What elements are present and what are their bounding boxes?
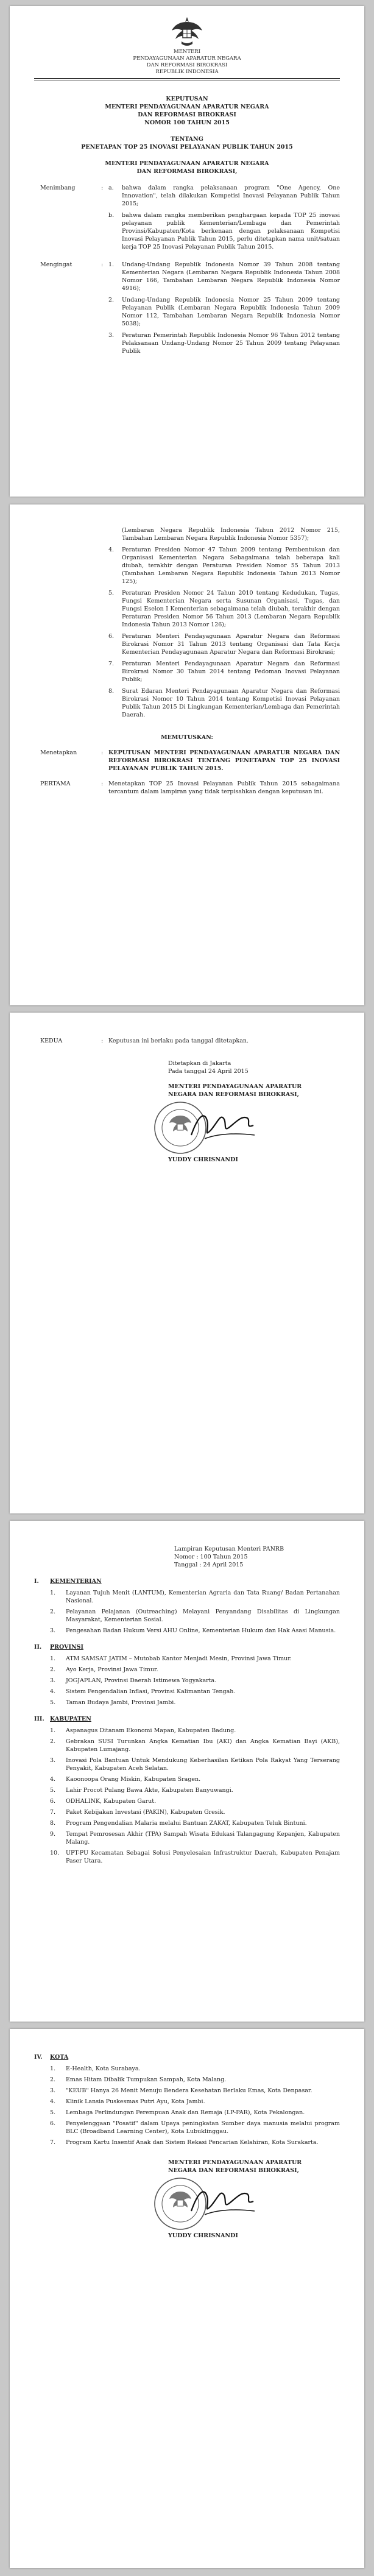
signature-title-1: MENTERI PENDAYAGUNAAN APARATUR [168, 1083, 302, 1090]
list-item: 8. Program Pengendalian Malaria melalui Bantuan ZAKAT, Kabupaten Teluk Bintuni. [50, 1820, 307, 1827]
header-line-3: DAN REFORMASI BIROKRASI [146, 62, 228, 68]
decree-subject: PENETAPAN TOP 25 INOVASI PELAYANAN PUBLIK TAHUN 2015 [81, 144, 293, 150]
handwritten-signature-icon [186, 1108, 259, 1145]
page-2 [10, 504, 364, 1005]
decree-minister-2: DAN REFORMASI BIROKRASI, [136, 168, 238, 175]
letterhead [10, 15, 364, 76]
kedua-text: Keputusan ini berlaku pada tanggal ditetapkan. [108, 1038, 249, 1044]
list-item: 3. JOGJAPLAN, Provinsi Daerah Istimewa Yogyakarta. [50, 1677, 217, 1684]
menimbang-section: Menimbang : a. bahwa dalam rangka pelaksanaan program "One Agency, One Innovation", telah dilakukan Kompetisi Inovasi Pelayanan Publik Tahun 2015; b. bahwa dalam rangka memberikan penghargaan kepada TOP 25 inovasi pelayanan publik Kementerian/Lembaga dan Pemerintah Provinsi/Kabupaten/Kota berkenaan dengan pelaksanaan Kompetisi Inovasi Pelayanan Publik Tahun 2015, perlu ditetapkan nama unit/satuan kerja TOP 25 Inovasi Pelayanan Publik Tahun 2015. [40, 184, 340, 255]
menimbang-label: Menimbang [40, 185, 76, 191]
lampiran-line-3: Tanggal : 24 April 2015 [174, 1562, 244, 1568]
signature-title-2: NEGARA DAN REFORMASI BIROKRASI, [168, 1091, 299, 1098]
signature-date: Pada tanggal 24 April 2015 [168, 1068, 249, 1075]
header-line-4: REPUBLIK INDONESIA [155, 69, 219, 75]
decree-title-1: MENTERI PENDAYAGUNAAN APARATUR NEGARA [105, 104, 269, 110]
signature-name: YUDDY CHRISNANDI [168, 1156, 238, 1163]
mengingat-continuation: (Lembaran Negara Republik Indonesia Tahun 2012 Nomor 215, Tambahan Lembaran Negara Republik Indonesia Nomor 5357); [122, 527, 340, 542]
mengingat-label: Mengingat [40, 261, 72, 268]
decree-type: KEPUTUSAN [166, 96, 208, 102]
list-item: 1. E-Health, Kota Surabaya. [50, 2065, 141, 2072]
header-line-1: MENTERI [174, 49, 200, 55]
lampiran-block [174, 1545, 364, 1569]
signature-place: Ditetapkan di Jakarta [168, 1060, 231, 1067]
kedua-label: KEDUA [40, 1038, 63, 1044]
mengingat-section: Mengingat : 1. Undang-Undang Republik Indonesia Nomor 39 Tahun 2008 tentang Kementerian Negara (Lembaran Negara Republik Indonesia Tahun 2008 Nomor 166, Tambahan Lembaran Negara Republik Indonesia Nomor 4916); 2. Undang-Undang Republik Indonesia Nomor 25 Tahun 2009 tentang Pelayanan Publik (Lembaran Negara Republik Indonesia Tahun 2009 Nomor 112, Tambahan Lembaran Negara Republik Indonesia Nomor 5038); 3. Peraturan Pemerintah Republik Indonesia Nomor 96 Tahun 2012 tentang Pelaksanaan Undang-Undang Nomor 25 Tahun 2009 tentang Pelayanan Publik [40, 261, 340, 359]
list-item: 4. Klinik Lansia Puskesmas Putri Ayu, Kota Jambi. [50, 2098, 205, 2105]
appendix-signature-title-1: MENTERI PENDAYAGUNAAN APARATUR [168, 2159, 302, 2166]
list-item: 10. UPT-PU Kecamatan Sebagai Solusi Penyelesaian Infrastruktur Daerah, Kabupaten Penajam Paser Utara. [50, 1850, 340, 1864]
page-4 [10, 1521, 364, 2022]
section-heading-provinsi: II. PROVINSI [34, 1644, 83, 1651]
mengingat-item: 7. Peraturan Menteri Pendayagunaan Aparatur Negara dan Reformasi Birokrasi Nomor 30 Tahun 2014 tentang Pedoman Inovasi Pelayanan Publik; [108, 660, 340, 683]
list-item: 6. Penyelenggaan "Posatif" dalam Upaya peningkatan Sumber daya manusia melalui program BLC (Broadband Learning Center), Kota Lubuklinggau. [50, 2120, 340, 2135]
list-item: 1. ATM SAMSAT JATIM – Mutobab Kantor Menjadi Mesin, Provinsi Jawa Timur. [50, 1655, 292, 1662]
page-1 [10, 6, 364, 497]
garuda-emblem-icon [171, 15, 203, 49]
decree-tentang: TENTANG [171, 136, 203, 143]
list-item: 4. Sistem Pengendalian Inflasi, Provinsi Kalimantan Tengah. [50, 1688, 236, 1695]
pertama-text: Menetapkan TOP 25 Inovasi Pelayanan Publik Tahun 2015 sebagaimana tercantum dalam lampiran yang tidak terpisahkan dengan keputusan ini. [108, 780, 340, 795]
appendix-signature-title-2: NEGARA DAN REFORMASI BIROKRASI, [168, 2167, 299, 2174]
menetapkan-section: Menetapkan : KEPUTUSAN MENTERI PENDAYAGUNAAN APARATUR NEGARA DAN REFORMASI BIROKRASI TENTANG PENETAPAN TOP 25 INOVASI PELAYANAN PUBLIK TAHUN 2015. [40, 749, 340, 772]
appendix-signature-name: YUDDY CHRISNANDI [168, 2232, 238, 2239]
list-item: 2. Pelayanan Pelajanan (Outreaching) Melayani Penyandang Disabilitas di Lingkungan Masyarakat, Kementerian Sosial. [50, 1608, 340, 1623]
appendix-signature-block [168, 2159, 364, 2240]
mengingat-continued [40, 526, 340, 723]
pertama-label: PERTAMA [40, 780, 71, 787]
memutuskan-heading: MEMUTUSKAN: [161, 734, 213, 741]
list-item: 1. Aspanagus Ditanam Ekonomi Mapan, Kabupaten Badung. [50, 1727, 236, 1734]
menimbang-item: a. bahwa dalam rangka pelaksanaan program "One Agency, One Innovation", telah dilakukan Kompetisi Inovasi Pelayanan Publik Tahun 2015; [108, 185, 340, 207]
list-item: 5. Taman Budaya Jambi, Provinsi Jambi. [50, 1699, 176, 1706]
header-divider [34, 78, 340, 80]
list-item: 2. Gebrakan SUSI Turunkan Angka Kematian Ibu (AKI) dan Angka Kematian Bayi (AKB), Kabupaten Lumajang. [50, 1738, 340, 1753]
list-item: 1. Layanan Tujuh Menit (LANTUM), Kementerian Agraria dan Tata Ruang/ Badan Pertanahan Nasional. [50, 1590, 340, 1604]
decree-minister-1: MENTERI PENDAYAGUNAAN APARATUR NEGARA [105, 160, 269, 167]
mengingat-item: 3. Peraturan Pemerintah Republik Indonesia Nomor 96 Tahun 2012 tentang Pelaksanaan Undang-Undang Nomor 25 Tahun 2009 tentang Pelayanan Publik [108, 332, 340, 355]
list-item: 3. Pengesahan Badan Hukum Versi AHU Online, Kementerian Hukum dan Hak Asasi Manusia. [50, 1627, 336, 1634]
list-item: 4. Kaoonoopa Orang Miskin, Kabupaten Sragen. [50, 1776, 201, 1783]
signature-block [168, 1060, 364, 1164]
kedua-section: KEDUA : Keputusan ini berlaku pada tanggal ditetapkan. [40, 1037, 340, 1045]
pertama-section: PERTAMA : Menetapkan TOP 25 Inovasi Pelayanan Publik Tahun 2015 sebagaimana tercantum dalam lampiran yang tidak terpisahkan dengan keputusan ini. [40, 780, 340, 795]
mengingat-item: 1. Undang-Undang Republik Indonesia Nomor 39 Tahun 2008 tentang Kementerian Negara (Lembaran Negara Republik Indonesia Tahun 2008 Nomor 166, Tambahan Lembaran Negara Republik Indonesia Nomor 4916); [108, 261, 340, 292]
decree-title-2: DAN REFORMASI BIROKRASI [138, 111, 236, 118]
page-5 [10, 2029, 364, 2568]
mengingat-item: 5. Peraturan Presiden Nomor 24 Tahun 2010 tentang Kedudukan, Tugas, Fungsi Kementerian Negara serta Susunan Organisasi, Tugas, dan Fungsi Eselon I Kementerian sebagaimana telah diubah, terakhir dengan Peraturan Presiden Nomor 56 Tahun 2013 (Lembaran Negara Republik Indonesia Tahun 2013 Nomor 126); [108, 590, 340, 628]
mengingat-item: 6. Peraturan Menteri Pendayagunaan Aparatur Negara dan Reformasi Birokrasi Nomor 31 Tahun 2013 tentang Organisasi dan Tata Kerja Kementerian Pendayagunaan Aparatur Negara dan Reformasi Birokrasi; [108, 633, 340, 656]
section-heading-kementerian: I. KEMENTERIAN [34, 1578, 102, 1585]
list-item: 5. Lembaga Perlindungan Perempuan Anak dan Remaja (LP-PAR), Kota Pekalongan. [50, 2109, 305, 2116]
mengingat-item: 8. Surat Edaran Menteri Pendayagunaan Aparatur Negara dan Reformasi Birokrasi Nomor 10 Tahun 2014 tentang Kompetisi Inovasi Pelayanan Publik Tahun 2015 Di Lingkungan Kementerian/Lembaga dan Pemerintah Daerah. [108, 688, 340, 718]
list-item: 2. Ayo Kerja, Provinsi Jawa Timur. [50, 1666, 158, 1673]
list-item: 7. Program Kartu Insentif Anak dan Sistem Rekasi Pencarian Kelahiran, Kota Surakarta. [50, 2139, 319, 2146]
header-line-2: PENDAYAGUNAAN APARATUR NEGARA [133, 55, 241, 62]
handwritten-signature-icon [186, 2184, 259, 2221]
list-item: 9. Tempat Pemrosesan Akhir (TPA) Sampah Wisata Edukasi Talangagung Kepanjen, Kabupaten Malang. [50, 1831, 340, 1845]
list-item: 2. Emas Hitam Dibalik Tumpukan Sampah, Kota Malang. [50, 2076, 227, 2083]
list-item: 7. Paket Kebijakan Investasi (PAKIN), Kabupaten Gresik. [50, 1809, 225, 1816]
appendix-list-continued [34, 2053, 340, 2146]
menetapkan-label: Menetapkan [40, 749, 77, 756]
page-3 [10, 1013, 364, 1513]
appendix-list [34, 1577, 340, 1865]
decree-number: NOMOR 100 TAHUN 2015 [144, 119, 230, 126]
section-heading-kota: IV. KOTA [34, 2054, 69, 2061]
lampiran-line-1: Lampiran Keputusan Menteri PANRB [174, 1546, 284, 1552]
list-item: 3. Inovasi Pola Bantuan Untuk Mendukung Keberhasilan Ketikan Pola Rakyat Yang Terserang Penyakit, Kabupaten Aceh Selatan. [50, 1757, 340, 1772]
menetapkan-text: KEPUTUSAN MENTERI PENDAYAGUNAAN APARATUR NEGARA DAN REFORMASI BIROKRASI TENTANG PENETAPAN TOP 25 INOVASI PELAYANAN PUBLIK TAHUN 2015. [108, 749, 340, 772]
list-item: 5. Lahir Procot Pulang Bawa Akte, Kabupaten Banyuwangi. [50, 1787, 233, 1794]
lampiran-line-2: Nomor : 100 Tahun 2015 [174, 1554, 248, 1560]
mengingat-item: 4. Peraturan Presiden Nomor 47 Tahun 2009 tentang Pembentukan dan Organisasi Kementerian Negara Sebagaimana telah beberapa kali diubah, terakhir dengan Peraturan Presiden Nomor 55 Tahun 2013 (Tambahan Lembaran Negara Republik Indonesia Tahun 2013 Nomor 125); [108, 547, 340, 585]
mengingat-item: 2. Undang-Undang Republik Indonesia Nomor 25 Tahun 2009 tentang Pelayanan Publik (Lembaran Negara Republik Indonesia Tahun 2009 Nomor 112, Tambahan Lembaran Negara Republik Indonesia Nomor 5038); [108, 297, 340, 327]
list-item: 3. "KEUB" Hanya 26 Menit Menuju Bendera Kesehatan Berlaku Emas, Kota Denpasar. [50, 2087, 312, 2094]
section-heading-kabupaten: III. KABUPATEN [34, 1716, 91, 1722]
list-item: 6. ODHALINK, Kabupaten Garut. [50, 1798, 157, 1805]
decree-title-block [10, 95, 364, 175]
menimbang-item: b. bahwa dalam rangka memberikan penghargaan kepada TOP 25 inovasi pelayanan publik Kementerian/Lembaga dan Pemerintah Provinsi/Kabupaten/Kota berkenaan dengan pelaksanaan Kompetisi Inovasi Pelayanan Publik Tahun 2015, perlu ditetapkan nama unit/satuan kerja TOP 25 Inovasi Pelayanan Publik Tahun 2015. [108, 212, 340, 250]
